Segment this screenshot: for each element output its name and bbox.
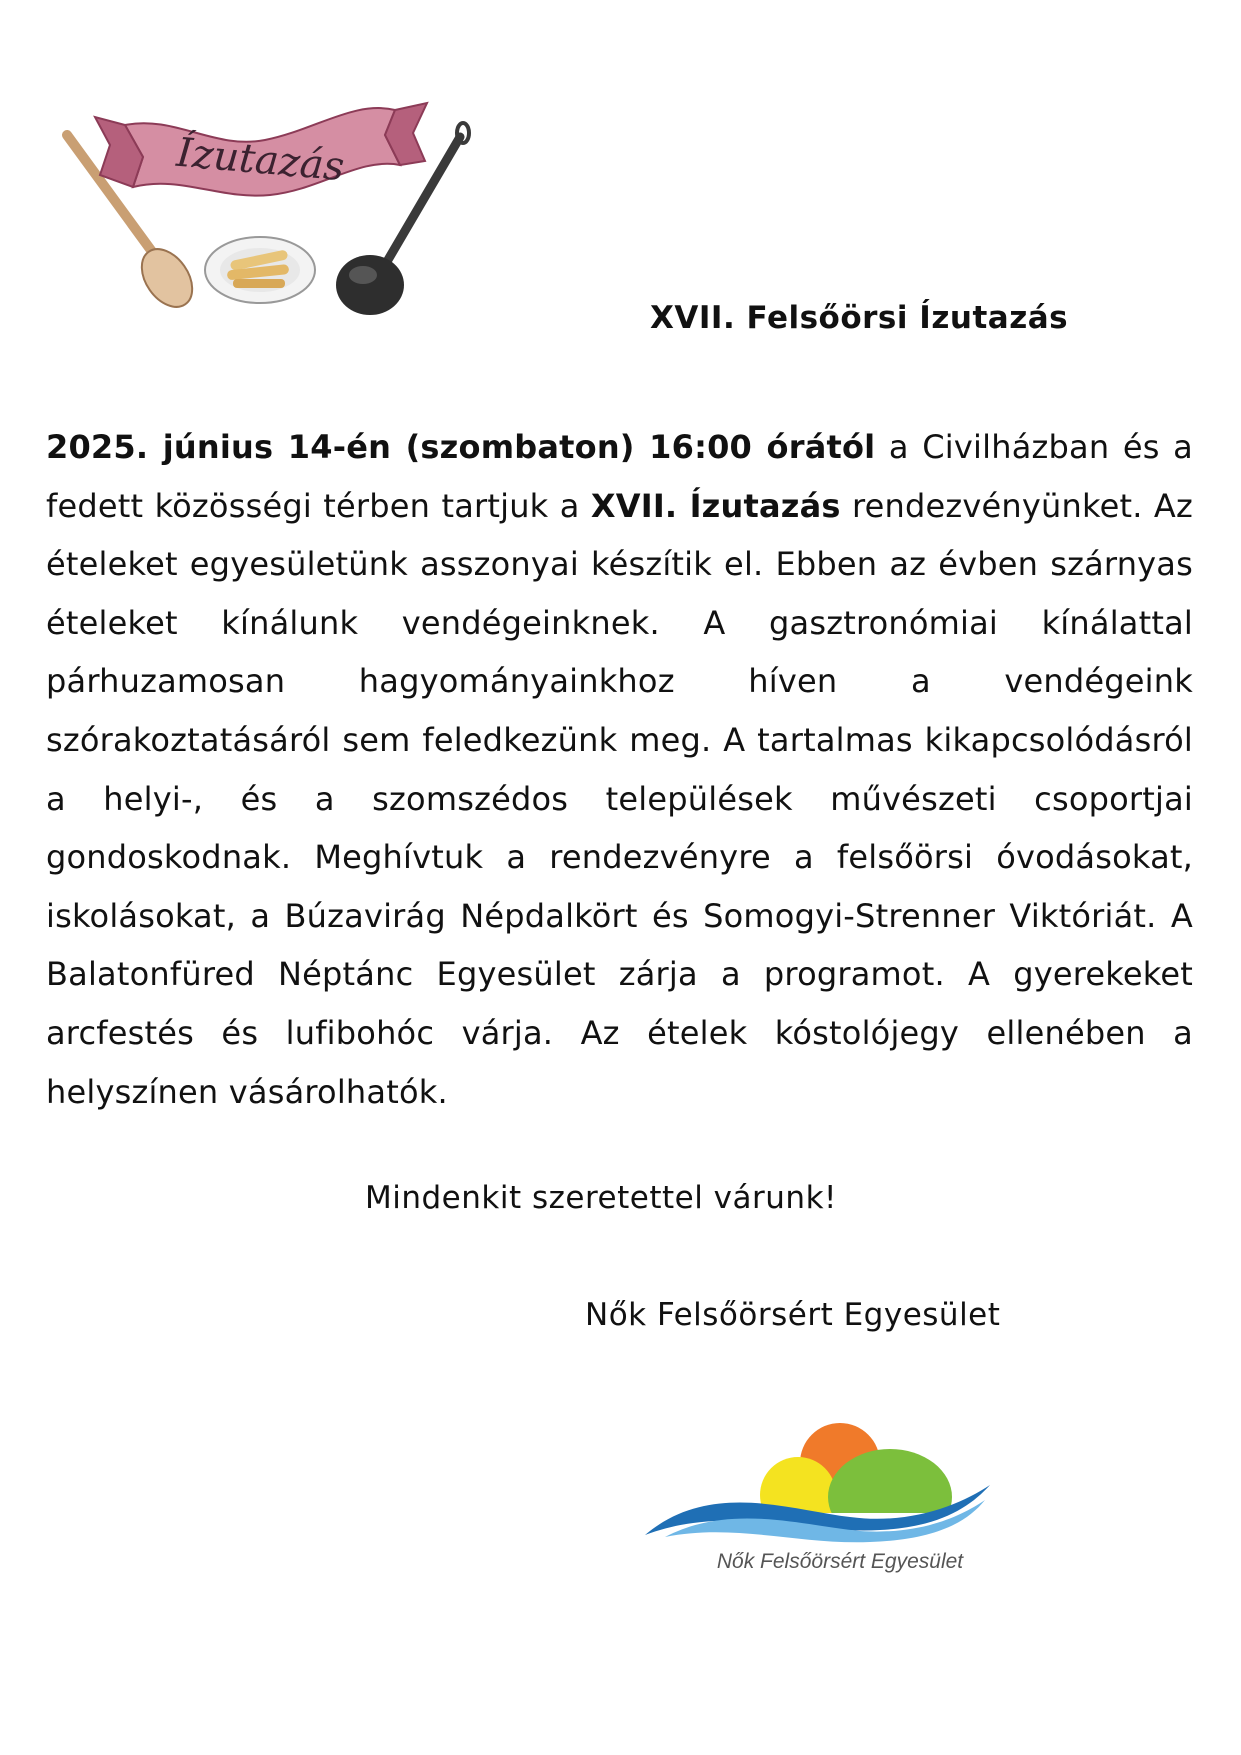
plate-icon [205, 237, 315, 303]
body-paragraph [46, 418, 1193, 1121]
closing-line: Mindenkit szeretettel várunk! [365, 1180, 837, 1216]
ribbon-text: Ízutazás [174, 129, 347, 191]
event-title: XVII. Felsőörsi Ízutazás [650, 300, 1069, 336]
body-text-part-1: a Civilházban és a fedett közösségi térben tartjuk a [46, 428, 1193, 525]
logo-caption: Nők Felsőörsért Egyesület [716, 1550, 964, 1573]
event-date-time: 2025. június 14-én (szombaton) 16:00 órától [46, 428, 876, 466]
signature: Nők Felsőörsért Egyesület [585, 1297, 1001, 1333]
izutazas-illustration [55, 95, 475, 340]
organization-logo [640, 1385, 1040, 1575]
ribbon-banner [95, 103, 427, 196]
event-name: XVII. Ízutazás [590, 486, 841, 525]
body-text-part-2: rendezvényünket. Az ételeket egyesületünk asszonyai készítik el. Ebben az évben szárnyas ételeket kínálunk vendégeinknek. A gasztronómiai kínálattal párhuzamosan hagyományainkhoz híven a vendégeink szórakoztatásáról sem feledkezünk meg. A tartalmas kikapcsolódásról a helyi-, és a szomszédos települések művészeti csoportjai gondoskodnak. Meghívtuk a rendezvényre a felsőörsi óvodásokat, iskolásokat, a Búzavirág Népdalkört és Somogyi-Strenner Viktóriát. A Balatonfüred Néptánc Egyesület zárja a programot. A gyerekeket arcfestés és lufibohóc várja. Az ételek kóstolójegy ellenében a helyszínen vásárolhatók. [46, 486, 1193, 1111]
